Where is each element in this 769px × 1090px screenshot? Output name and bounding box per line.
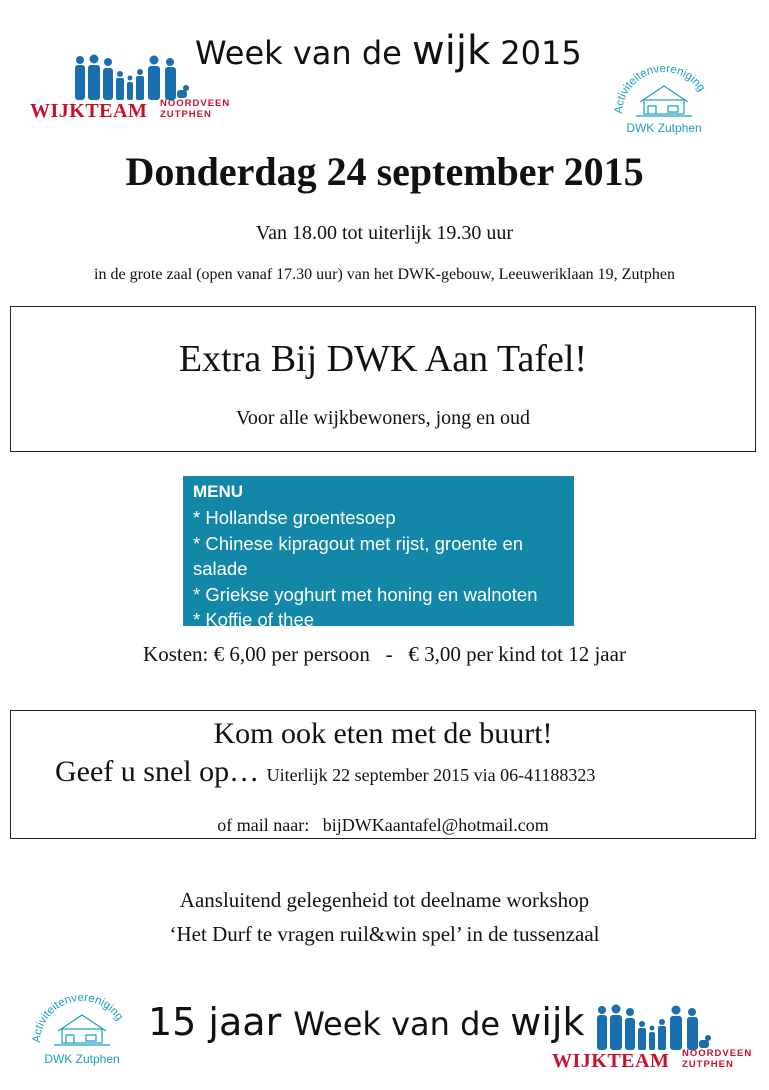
header-title-year: 2015	[490, 34, 582, 72]
wijkteam-sub-noordveen: NOORDVEEN	[160, 98, 231, 109]
people-silhouette-icon	[592, 1004, 712, 1052]
invitation-title: Extra Bij DWK Aan Tafel!	[178, 338, 588, 380]
footer-wijk: wijk	[510, 1000, 585, 1044]
costs-text: Kosten: € 6,00 per persoon - € 3,00 per kind tot 12 jaar	[143, 642, 626, 666]
signup-box	[10, 710, 756, 839]
wijkteam-logo-top	[30, 54, 231, 130]
menu-item: * Griekse yoghurt met honing en walnoten	[193, 583, 538, 605]
menu-item: * Hollandse groentesoep	[193, 507, 396, 528]
house-icon	[54, 1015, 110, 1045]
header-title	[195, 28, 582, 74]
wijkteam-sub-noordveen: NOORDVEEN	[682, 1048, 753, 1059]
signup-headline: Kom ook eten met de buurt!	[213, 717, 553, 750]
wijkteam-sub-zutphen: ZUTPHEN	[160, 109, 212, 120]
wijkteam-sub-zutphen: ZUTPHEN	[682, 1059, 734, 1070]
header-title-part1: Week van de	[195, 34, 413, 72]
menu-item: * Koffie of thee	[193, 609, 315, 630]
signup-call-large: Geef u snel op…	[55, 755, 267, 788]
dwk-bottom-arc: Activiteitenvereniging	[30, 991, 126, 1044]
event-date: Donderdag 24 september 2015	[125, 149, 644, 194]
signup-email: of mail naar: bijDWKaantafel@hotmail.com	[217, 815, 549, 835]
signup-call	[55, 755, 595, 789]
footer-week: Week van de	[293, 1005, 511, 1043]
people-silhouette-icon	[70, 54, 190, 102]
menu-item: * Chinese kipragout met rijst, groente en salade	[193, 532, 524, 579]
wijkteam-brand-sub	[682, 1048, 752, 1070]
signup-deadline: Uiterlijk 22 september 2015 via 06-41188323	[266, 765, 596, 785]
workshop-line-1: Aansluitend gelegenheid tot deelname workshop	[179, 888, 590, 912]
menu-panel	[183, 476, 574, 630]
wijkteam-brand: WIJKTEAM	[552, 1050, 670, 1072]
header-title-wijk: wijk	[412, 28, 491, 74]
invitation-box	[10, 306, 756, 452]
footer-title	[148, 1000, 584, 1044]
dwk-logo-top	[612, 52, 716, 136]
invitation-subtitle: Voor alle wijkbewoners, jong en oud	[235, 407, 531, 429]
dwk-logo-bottom	[30, 977, 134, 1067]
wijkteam-brand-sub	[160, 98, 230, 120]
menu-title: MENU	[193, 482, 244, 501]
dwk-top-arc: Activiteitenvereniging	[612, 62, 708, 115]
workshop-line-2: ‘Het Durf te vragen ruil&win spel’ in de tussenzaal	[169, 922, 600, 946]
house-icon	[636, 86, 692, 116]
event-time: Van 18.00 tot uiterlijk 19.30 uur	[255, 222, 514, 244]
footer-years: 15 jaar	[148, 1000, 294, 1044]
wijkteam-logo-bottom	[552, 1004, 753, 1080]
dwk-bottom-name: DWK Zutphen	[44, 1052, 120, 1066]
wijkteam-brand: WIJKTEAM	[30, 100, 148, 122]
dwk-top-name: DWK Zutphen	[626, 121, 702, 135]
event-location: in de grote zaal (open vanaf 17.30 uur) van het DWK-gebouw, Leeuweriklaan 19, Zutphen	[94, 266, 675, 283]
